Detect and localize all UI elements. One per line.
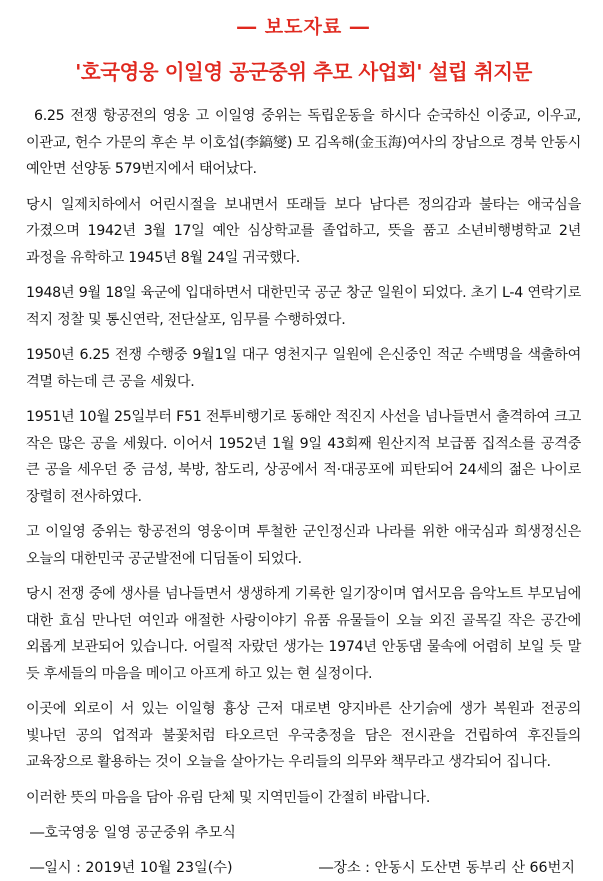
document-body [26,103,581,811]
event-date: ―일시 : 2019년 10월 23일(수) [30,855,233,881]
event-place: ―장소 : 안동시 도산면 동부리 산 66번지 [319,855,575,881]
event-info [30,855,581,881]
paragraph-enlistment: 1948년 9월 18일 육군에 입대하면서 대한민국 공군 창군 일원이 되었다. 초기 L-4 연락기로 적지 정찰 및 통신연락, 전단살포, 임무를 수행하였다. [26,280,581,333]
paragraph-closing: 이러한 뜻의 마음을 담아 유림 단체 및 지역민들이 간절히 바랍니다. [26,785,581,812]
paragraph-childhood: 당시 일제치하에서 어린시절을 보내면서 또래들 보다 남다른 정의감과 불타는 애국심을 가졌으며 1942년 3월 17일 예안 심상학교를 졸업하고, 뜻을 품고 소년비행병학교 2년 과정을 유학하고 1945년 8월 24일 귀국했다. [26,192,581,272]
paragraph-1951: 1951년 10월 25일부터 F51 전투비행기로 동해안 적진지 사선을 넘나들면서 출격하여 크고 작은 많은 공을 세웠다. 이어서 1952년 1월 9일 43회째 원산지적 보급품 집적소를 공격중 큰 공을 세우던 중 금성, 북방, 참도리, 상공에서 적·대공포에 피탄되어 24세의 젊은 나이로 장렬히 전사하였다. [26,404,581,510]
paragraph-birth: 6.25 전쟁 항공전의 영웅 고 이일영 중위는 독립운동을 하시다 순국하신 이중교, 이우교, 이관교, 헌수 가문의 후손 부 이호섭(李鎬燮) 모 김옥해(金玉海)여사의 장남으로 경북 안동시 예안면 선양동 579번지에서 태어났다. [26,103,581,183]
paragraph-1950: 1950년 6.25 전쟁 수행중 9월1일 대구 영천지구 일원에 은신중인 적군 수백명을 색출하여 격멸 하는데 큰 공을 세웠다. [26,342,581,395]
press-release-kicker: ― 보도자료 ― [26,12,581,39]
signature-line: ―호국영웅 일영 공군중위 추모식 [30,820,581,847]
paragraph-memorial: 이곳에 외로이 서 있는 이일형 흉상 근저 대로변 양지바른 산기슭에 생가 복원과 전공의 빛나던 공의 업적과 불꽃처럼 타오르던 우국충정을 담은 전시관을 건립하여 후진들의 교육장으로 활용하는 것이 오늘을 살아가는 우리들의 의무와 책무라고 생각되어 집니다. [26,696,581,776]
paragraph-relics: 당시 전쟁 중에 생사를 넘나들면서 생생하게 기록한 일기장이며 엽서모음 음악노트 부모님에 대한 효심 만나던 여인과 애절한 사랑이야기 유품 유물들이 오늘 외진 골목길 작은 공간에 외롭게 보관되어 있습니다. 어릴적 자랐던 생가는 1974년 안동댐 물속에 어렴히 보일 듯 말 듯 후세들의 마음을 메이고 아프게 하고 있는 현 실정이다. [26,581,581,687]
paragraph-legacy: 고 이일영 중위는 항공전의 영웅이며 투철한 군인정신과 나라를 위한 애국심과 희생정신은 오늘의 대한민국 공군발전에 디딤돌이 되었다. [26,519,581,572]
document-title: '호국영웅 이일영 공군중위 추모 사업회' 설립 취지문 [26,55,581,85]
